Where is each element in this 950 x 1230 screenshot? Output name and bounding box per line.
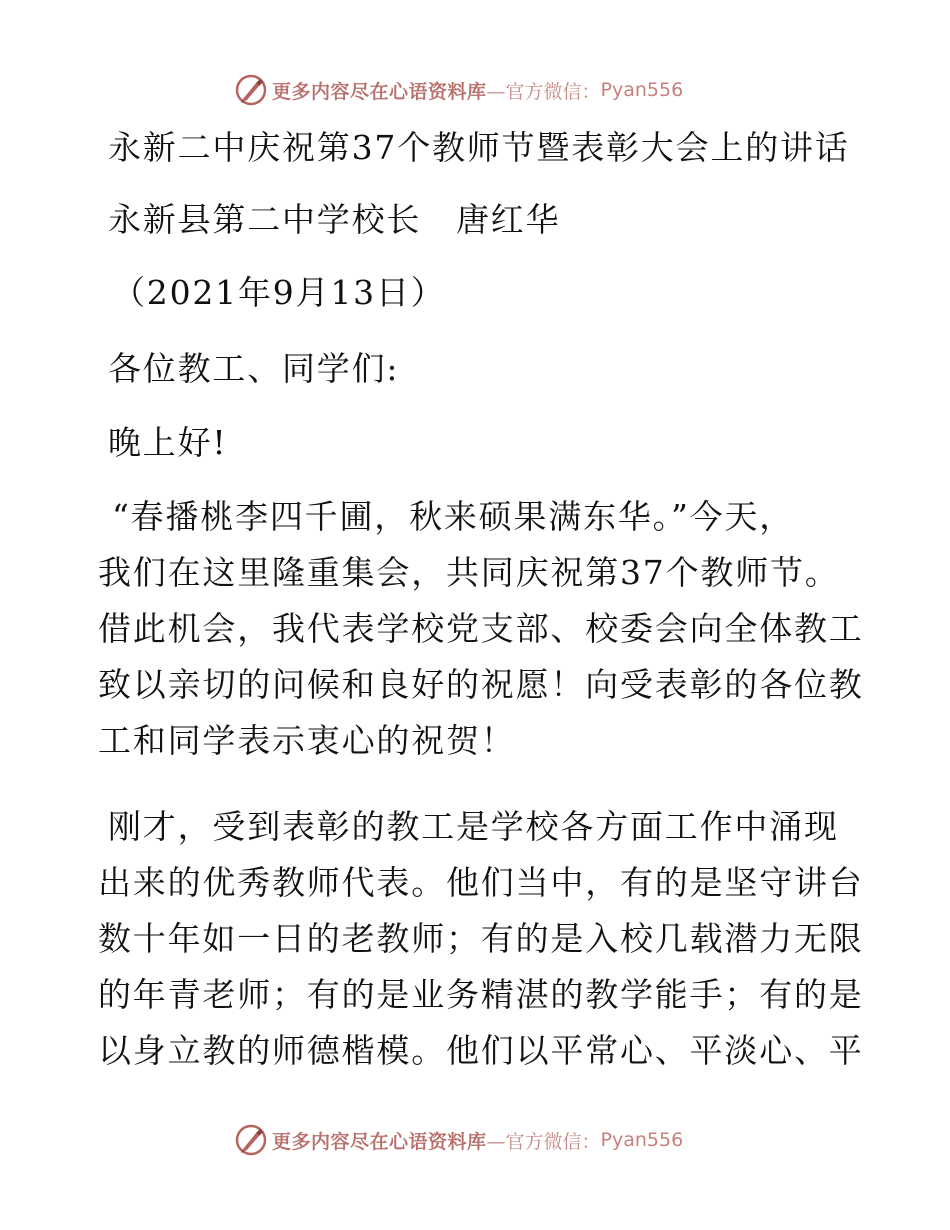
watermark-sub-text: —官方微信： <box>486 1130 601 1153</box>
paragraph-line: 我们在这里隆重集会，共同庆祝第37个教师节。 <box>98 553 840 592</box>
pen-logo-icon <box>234 73 268 107</box>
document-title: 永新二中庆祝第37个教师节暨表彰大会上的讲话 <box>108 128 850 167</box>
paragraph-line: 借此机会，我代表学校党支部、校委会向全体教工 <box>98 609 864 648</box>
paragraph-line: 刚才，受到表彰的教工是学校各方面工作中涌现 <box>108 807 839 846</box>
pen-logo-icon <box>234 1123 268 1157</box>
author-line: 永新县第二中学校长 唐红华 <box>108 200 561 239</box>
watermark-id-text: Pyan556 <box>600 1129 684 1151</box>
watermark-sub-text: —官方微信： <box>486 80 601 103</box>
paragraph-line: “春播桃李四千圃，秋来硕果满东华。”今天， <box>112 497 795 536</box>
paragraph-line: 数十年如一日的老教师；有的是入校几载潜力无限 <box>98 919 864 958</box>
paragraph-line: 工和同学表示衷心的祝贺！ <box>98 721 516 760</box>
watermark-footer <box>234 1122 683 1158</box>
watermark-id-text: Pyan556 <box>600 79 684 101</box>
paragraph-line: 出来的优秀教师代表。他们当中，有的是坚守讲台 <box>98 863 864 902</box>
salutation: 各位教工、同学们: <box>108 349 400 388</box>
watermark-header <box>234 72 683 108</box>
watermark-main-text: 更多内容尽在心语资料库 <box>272 80 487 103</box>
watermark-main-text: 更多内容尽在心语资料库 <box>272 1130 487 1153</box>
paragraph-line: 致以亲切的问候和良好的祝愿！向受表彰的各位教 <box>98 665 864 704</box>
paragraph-line: 的年青老师；有的是业务精湛的教学能手；有的是 <box>98 975 864 1014</box>
paragraph-line: 以身立教的师德楷模。他们以平常心、平淡心、平 <box>98 1031 864 1070</box>
date-line: （2021年9月13日） <box>112 273 446 312</box>
greeting: 晚上好! <box>108 423 228 462</box>
